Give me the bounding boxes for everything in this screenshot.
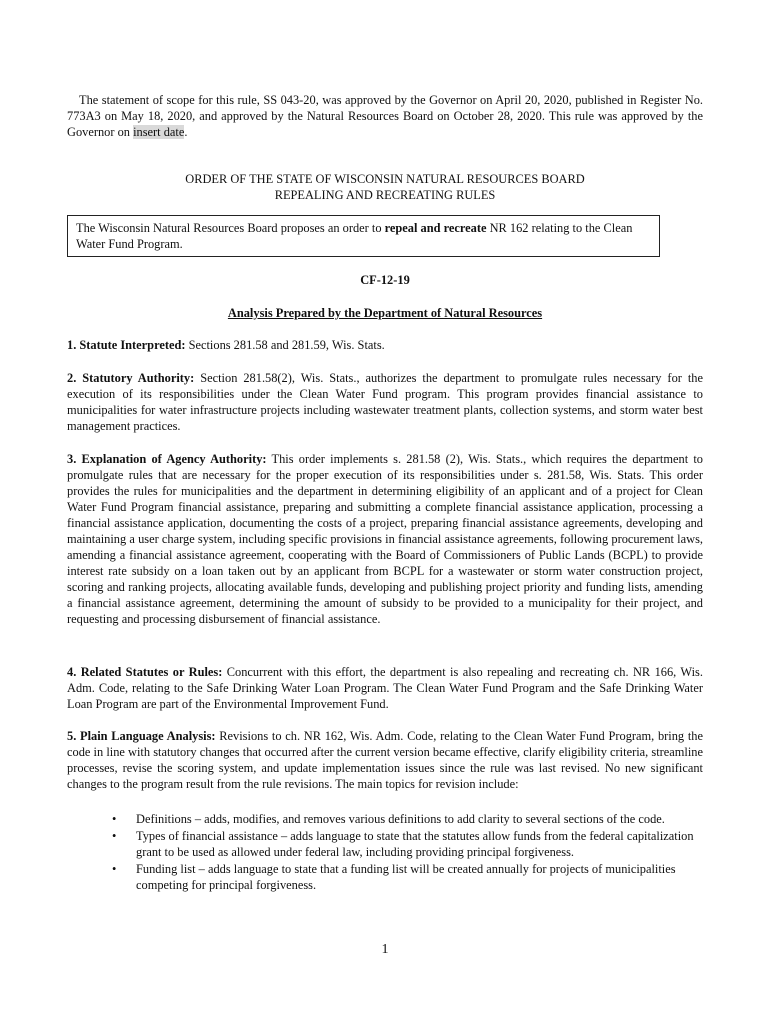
section-agency-authority <box>67 451 703 627</box>
section-body: Sections 281.58 and 281.59, Wis. Stats. <box>185 338 385 352</box>
insert-date-highlight: insert date <box>133 125 185 139</box>
list-item <box>108 828 704 860</box>
summary-text: The Wisconsin Natural Resources Board proposes an order to <box>76 221 385 235</box>
list-item-text: Definitions – adds, modifies, and removes various definitions to add clarity to several sections of the code. <box>136 812 665 826</box>
bullet-icon: • <box>112 862 117 876</box>
order-title-line-1: ORDER OF THE STATE OF WISCONSIN NATURAL RESOURCES BOARD <box>185 172 585 186</box>
analysis-heading: Analysis Prepared by the Department of Natural Resources <box>227 306 543 320</box>
section-heading: 2. Statutory Authority: <box>67 371 195 385</box>
list-item <box>108 811 704 827</box>
bullet-icon: • <box>112 812 117 826</box>
section-related-statutes <box>67 664 703 712</box>
section-body: Concurrent with this effort, the department is also repealing and recreating ch. NR 166, Wis. Adm. Code, relating to the Safe Drinking Water Loan Program. The Clean Water Fund Program and the Safe Drinking Water Loan Program are part of the Environmental Improvement Fund. <box>67 665 703 711</box>
scope-text: The statement of scope for this rule, SS 043-20, was approved by the Governor on April 20, 2020, published in Register No. 773A3 on May 18, 2020, and approved by the Natural Resources Board on October 28, 2020. This rule was approved by the Governor on <box>67 93 703 139</box>
section-body: This order implements s. 281.58 (2), Wis. Stats., which requires the department to promulgate rules that are necessary for the proper execution of its responsibilities under s. 281.58, Wis. Stats. This order provides the rules for municipalities and the department in determining eligibility of an applicant and of a project for Clean Water Fund Program financial assistance, preparing and submitting a complete financial assistance application, processing a financial assistance application, documenting the costs of a project, preparing financial assistance agreements, developing and maintaining a user charge system, including specific provisions in financial assistance agreements, following procurement laws, amending a financial assistance agreement, cooperating with the Board of Commissioners of Public Lands (BCPL) to provide interest rate subsidy on a loan taken out by an applicant from BCPL for a wastewater or storm water construction project, scoring and ranking projects, allocating available funds, developing and publishing project priority and funding lists, amending a financial assistance agreement, determining the amount of subsidy to be provided to a municipality for their project, and requesting and processing disbursement of financial assistance. <box>67 452 703 626</box>
list-item-text: Funding list – adds language to state that a funding list will be created annually for projects of municipalities competing for principal forgiveness. <box>136 862 676 892</box>
order-title <box>67 171 703 203</box>
section-statutory-authority <box>67 370 703 434</box>
summary-box <box>67 215 660 257</box>
page-number: 1 <box>381 942 389 957</box>
section-heading: 1. Statute Interpreted: <box>67 338 186 352</box>
section-body: Section 281.58(2), Wis. Stats., authorizes the department to promulgate rules necessary for the execution of its responsibilities under the Clean Water Fund program. This program provides financial assistance to municipalities for water infrastructure projects including wastewater treatment plants, collection systems, and storm water best management practices. <box>67 371 703 433</box>
docket-number: CF-12-19 <box>360 273 410 287</box>
section-plain-language <box>67 728 703 792</box>
scope-text-end: . <box>184 125 188 139</box>
revision-topics-list <box>108 811 704 894</box>
summary-text-end: NR 162 relating to the Clean Water Fund Program. <box>76 221 633 251</box>
list-item <box>108 861 704 893</box>
section-body: Revisions to ch. NR 162, Wis. Adm. Code, relating to the Clean Water Fund Program, bring the code in line with statutory changes that occurred after the current version became effective, clarify eligibility criteria, streamline processes, revise the scoring system, and update implementation issues since the rule was last revised. No new significant changes to the program result from the rule revisions. The main topics for revision include: <box>67 729 703 791</box>
section-heading: 3. Explanation of Agency Authority: <box>67 452 267 466</box>
section-heading: 5. Plain Language Analysis: <box>67 729 216 743</box>
list-item-text: Types of financial assistance – adds language to state that the statutes allow funds from the federal capitalization grant to be used as allowed under federal law, including providing principal forgiveness. <box>136 829 694 859</box>
section-statute-interpreted <box>67 337 703 353</box>
section-heading: 4. Related Statutes or Rules: <box>67 665 223 679</box>
order-title-line-2: REPEALING AND RECREATING RULES <box>274 188 496 202</box>
bullet-icon: • <box>112 829 117 843</box>
scope-statement <box>67 92 703 140</box>
summary-bold: repeal and recreate <box>384 221 487 235</box>
